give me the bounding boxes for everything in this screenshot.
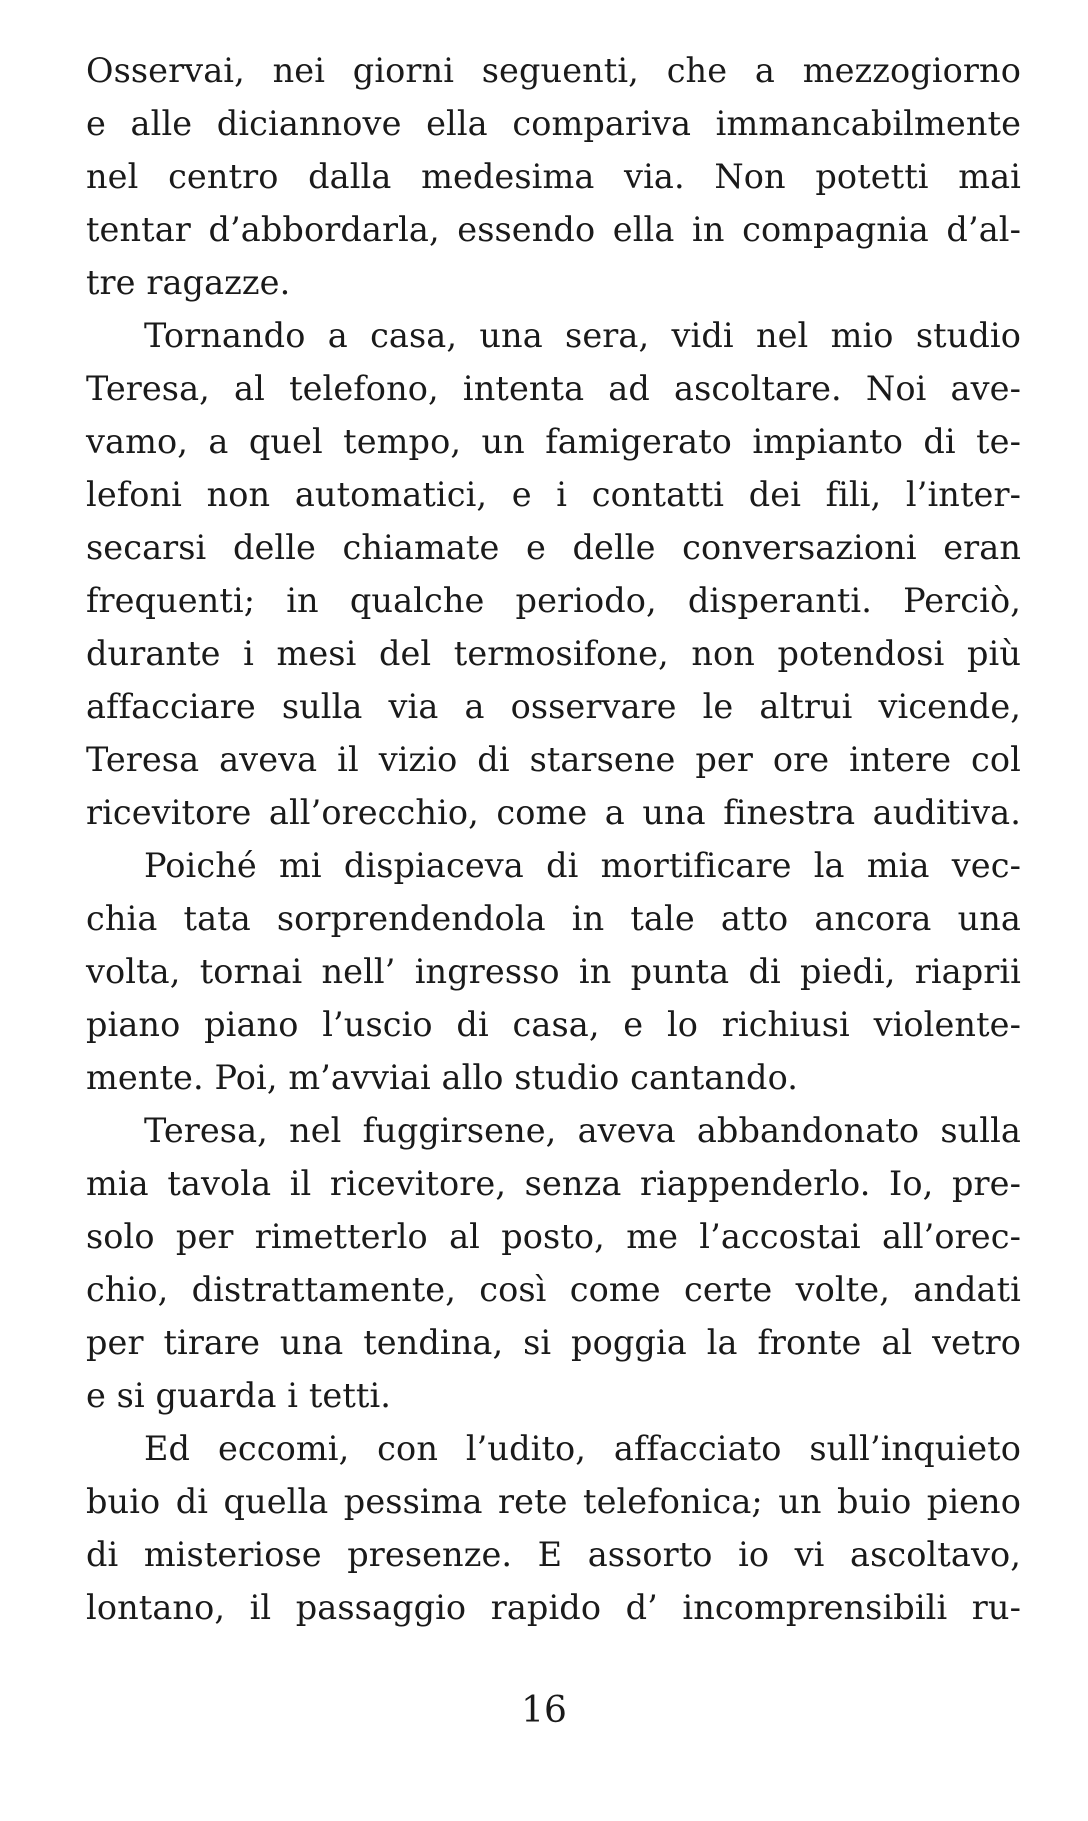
text-line: Tornando a casa, una sera, vidi nel mio studio (144, 316, 1021, 355)
text-line: mente. Poi, m’avviai allo studio cantando. (86, 1058, 799, 1097)
text-line: vamo, a quel tempo, un famigerato impianto di te- (86, 422, 1021, 461)
text-line: affacciare sulla via a osservare le altrui vicende, (86, 687, 1021, 726)
text-line: lontano, il passaggio rapido d’ incomprensibili ru- (86, 1588, 1021, 1627)
text-line: buio di quella pessima rete telefonica; un buio pieno (86, 1482, 1021, 1521)
text-line: secarsi delle chiamate e delle conversazioni eran (86, 528, 1021, 567)
text-line: mia tavola il ricevitore, senza riappenderlo. Io, pre- (86, 1164, 1021, 1203)
text-line: tentar d’abbordarla, essendo ella in compagnia d’al- (86, 210, 1021, 249)
text-line: durante i mesi del termosifone, non potendosi più (86, 634, 1021, 673)
text-line: chio, distrattamente, così come certe volte, andati (86, 1270, 1021, 1309)
text-line: e si guarda i tetti. (86, 1376, 392, 1415)
text-line: piano piano l’uscio di casa, e lo richiusi violente- (86, 1005, 1021, 1044)
text-line: ricevitore all’orecchio, come a una finestra auditiva. (86, 793, 1021, 832)
text-line: Teresa, al telefono, intenta ad ascoltare. Noi ave- (86, 369, 1021, 408)
page-number: 16 (521, 1690, 567, 1731)
text-line: frequenti; in qualche periodo, disperanti. Perciò, (86, 581, 1021, 620)
text-line: lefoni non automatici, e i contatti dei fili, l’inter- (86, 475, 1021, 514)
text-line: Teresa aveva il vizio di starsene per ore intere col (86, 740, 1021, 779)
text-line: e alle diciannove ella compariva immancabilmente (86, 104, 1021, 143)
body-text (86, 44, 1021, 1634)
text-line: Osservai, nei giorni seguenti, che a mezzogiorno (86, 51, 1021, 90)
text-line: solo per rimetterlo al posto, me l’accostai all’orec- (86, 1217, 1021, 1256)
text-line: Teresa, nel fuggirsene, aveva abbandonato sulla (144, 1111, 1021, 1150)
text-line: per tirare una tendina, si poggia la fronte al vetro (86, 1323, 1021, 1362)
text-line: volta, tornai nell’ ingresso in punta di piedi, riaprii (86, 952, 1021, 991)
text-line: Ed eccomi, con l’udito, affacciato sull’inquieto (144, 1429, 1021, 1468)
text-line: chia tata sorprendendola in tale atto ancora una (86, 899, 1021, 938)
text-line: Poiché mi dispiaceva di mortificare la mia vec- (144, 846, 1021, 885)
text-line: nel centro dalla medesima via. Non potetti mai (86, 157, 1021, 196)
text-line: di misteriose presenze. E assorto io vi ascoltavo, (86, 1535, 1021, 1574)
text-line: tre ragazze. (86, 263, 291, 302)
